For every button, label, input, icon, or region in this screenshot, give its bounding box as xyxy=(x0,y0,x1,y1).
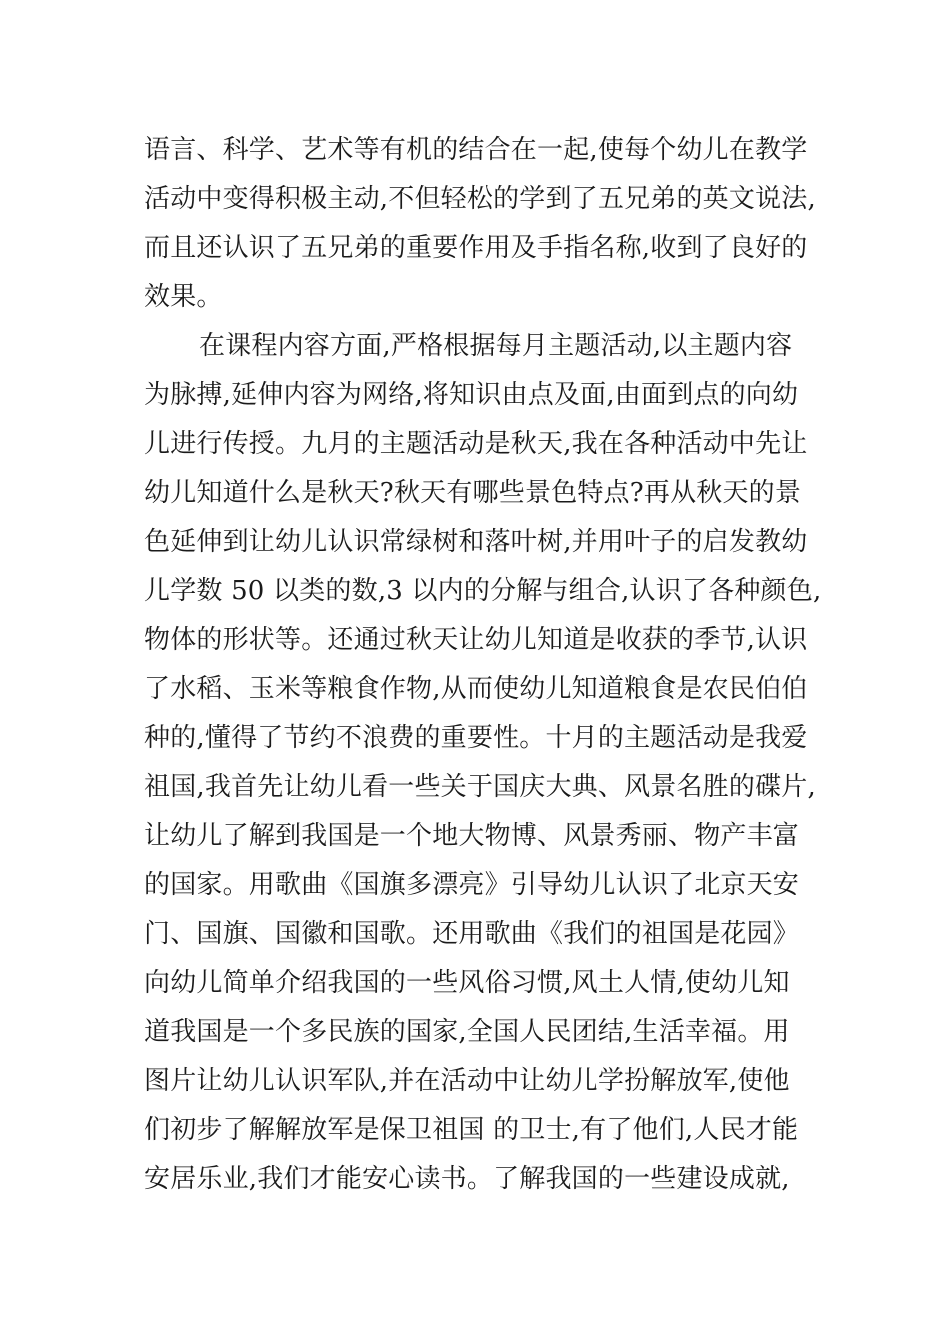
text-line: 语言、科学、艺术等有机的结合在一起,使每个幼儿在教学 xyxy=(144,135,808,165)
text-line: 道我国是一个多民族的国家,全国人民团结,生活幸福。用 xyxy=(144,1017,790,1047)
text-line: 效果。 xyxy=(144,282,223,312)
text-line: 让幼儿了解到我国是一个地大物博、风景秀丽、物产丰富 xyxy=(144,821,800,851)
text-line: 门、国旗、国徽和国歌。还用歌曲《我们的祖国是花园》 xyxy=(144,919,800,949)
text-line: 物体的形状等。还通过秋天让幼儿知道是收获的季节,认识 xyxy=(144,625,808,655)
text-line: 的国家。用歌曲《国旗多漂亮》引导幼儿认识了北京天安 xyxy=(144,870,800,900)
paragraph-first-line: 在课程内容方面,严格根据每月主题活动,以主题内容 xyxy=(199,331,793,361)
text-line: 幼儿知道什么是秋天?秋天有哪些景色特点?再从秋天的景 xyxy=(144,478,802,508)
text-line: 为脉搏,延伸内容为网络,将知识由点及面,由面到点的向幼 xyxy=(144,380,799,410)
text-line: 向幼儿简单介绍我国的一些风俗习惯,风土人情,使幼儿知 xyxy=(144,968,790,998)
text-line: 们初步了解解放军是保卫祖国 的卫士,有了他们,人民才能 xyxy=(144,1115,799,1145)
text-line: 而且还认识了五兄弟的重要作用及手指名称,收到了良好的 xyxy=(144,233,808,263)
text-line: 种的,懂得了节约不浪费的重要性。十月的主题活动是我爱 xyxy=(144,723,808,753)
text-line: 活动中变得积极主动,不但轻松的学到了五兄弟的英文说法, xyxy=(144,184,816,214)
text-line: 祖国,我首先让幼儿看一些关于国庆大典、风景名胜的碟片, xyxy=(144,772,816,802)
text-line: 图片让幼儿认识军队,并在活动中让幼儿学扮解放军,使他 xyxy=(144,1066,790,1096)
text-line: 了水稻、玉米等粮食作物,从而使幼儿知道粮食是农民伯伯 xyxy=(144,674,808,704)
text-line: 安居乐业,我们才能安心读书。了解我国的一些建设成就, xyxy=(144,1164,790,1194)
text-line: 儿学数 50 以类的数,3 以内的分解与组合,认识了各种颜色, xyxy=(144,576,822,606)
text-line: 色延伸到让幼儿认识常绿树和落叶树,并用叶子的启发教幼 xyxy=(144,527,808,557)
text-line: 儿进行传授。九月的主题活动是秋天,我在各种活动中先让 xyxy=(144,429,808,459)
body-text xyxy=(144,126,824,1204)
